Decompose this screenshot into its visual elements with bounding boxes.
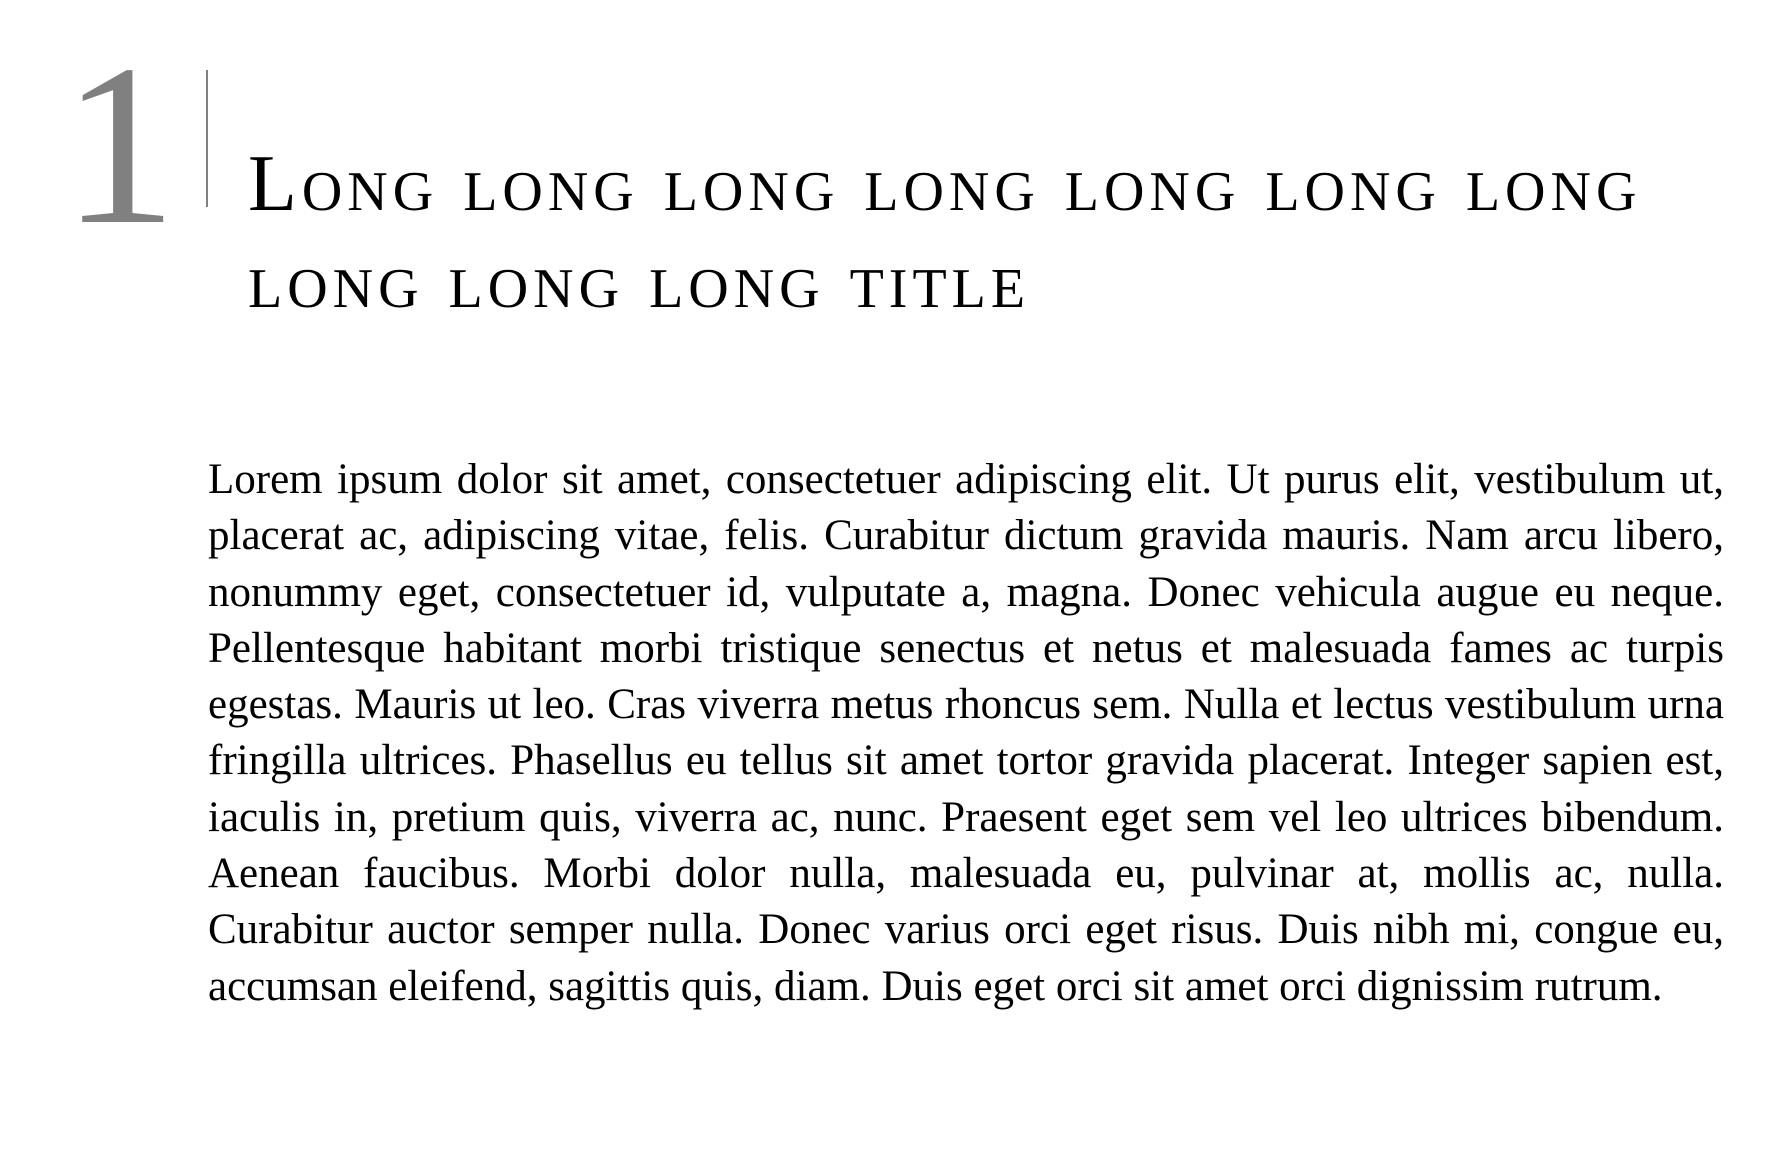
chapter-rule: [206, 70, 208, 207]
body-paragraph: Lorem ipsum dolor sit amet, consectetuer adipiscing elit. Ut purus elit, vestibulum ut, placerat ac, adipiscing vitae, felis. Curabitur dictum gravida mauris. Nam arcu libero, nonummy eget, consectetuer id, vulputate a, magna. Donec vehicula augue eu neque. Pellentesque habitant morbi tristique senectus et netus et malesuada fames ac turpis egestas. Mauris ut leo. Cras viverra metus rhoncus sem. Nulla et lectus vestibulum urna fringilla ultrices. Phasellus eu tellus sit amet tortor gravida placerat. Integer sapien est, iaculis in, pretium quis, viverra ac, nunc. Praesent eget sem vel leo ultrices bibendum. Aenean faucibus. Morbi dolor nulla, malesuada eu, pulvinar at, mollis ac, nulla. Curabitur auctor semper nulla. Donec varius orci eget risus. Duis nibh mi, congue eu, accumsan eleifend, sagittis quis, diam. Duis eget orci sit amet orci dignissim rutrum.: [208, 456, 1724, 1010]
chapter-title: Long long long long long long long long long long title: [248, 140, 1642, 325]
chapter-number: 1: [62, 17, 177, 272]
